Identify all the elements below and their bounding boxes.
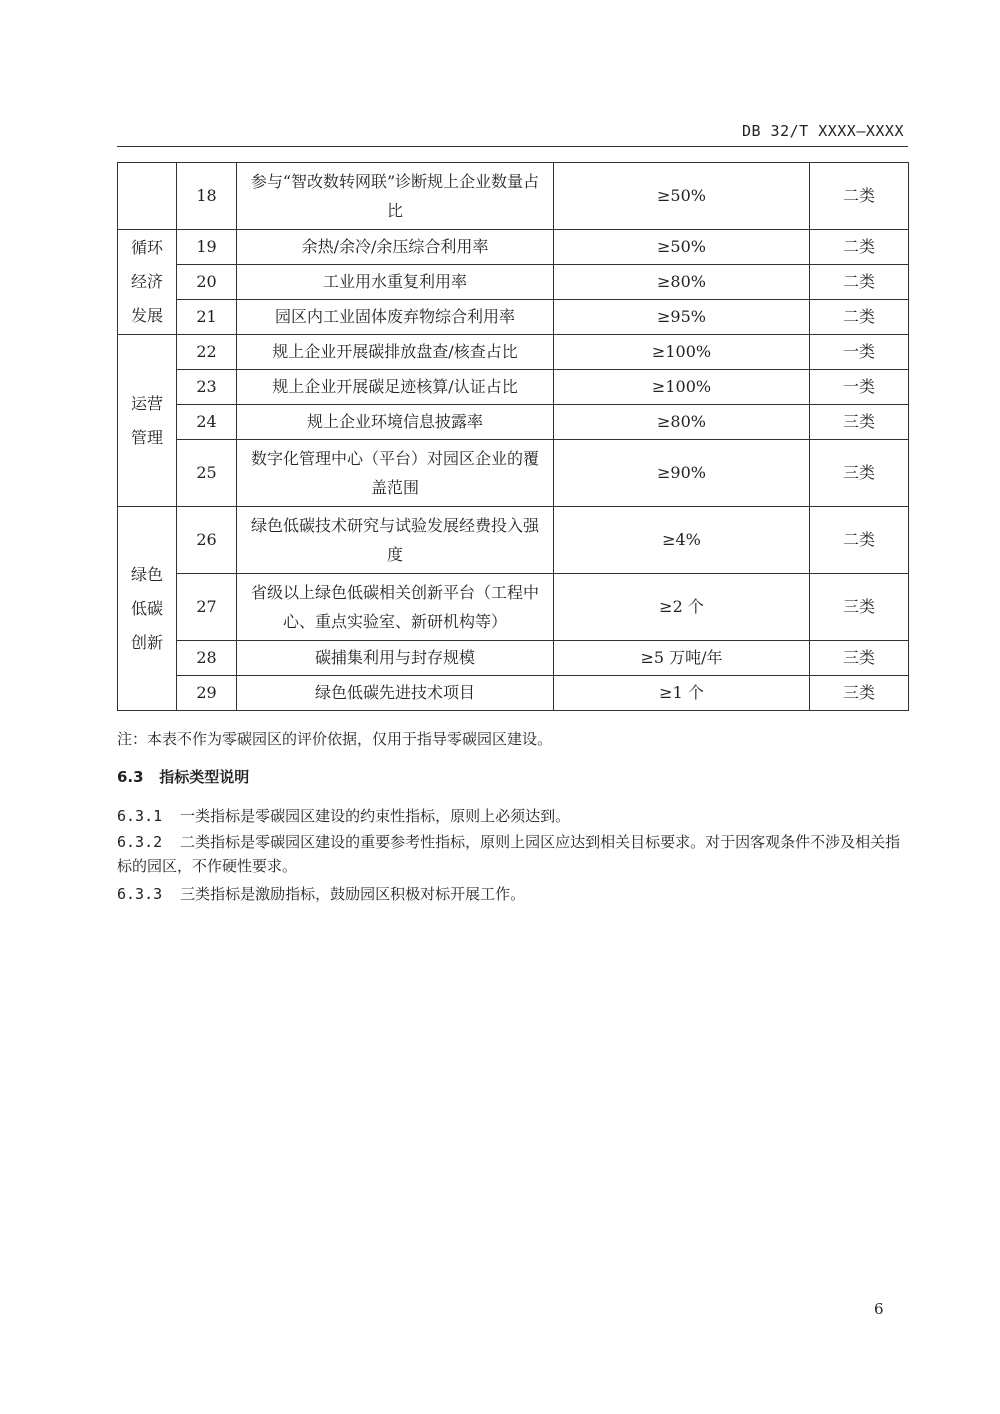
section-title: 指标类型说明 [159, 768, 250, 786]
category-line: 运营 [130, 393, 163, 413]
target-value: ≥100% [554, 335, 810, 370]
indicator-type: 三类 [810, 405, 909, 440]
clause-text: 二类指标是零碳园区建设的重要参考性指标，原则上园区应达到相关目标要求。对于因客观条件不涉及相关指标的园区，不作硬性要求。 [117, 833, 901, 875]
section-heading [117, 766, 249, 787]
row-number: 29 [177, 676, 237, 711]
row-number: 27 [177, 574, 237, 641]
table-note: 注：本表不作为零碳园区的评价依据，仅用于指导零碳园区建设。 [117, 730, 553, 748]
target-value: ≥80% [554, 265, 810, 300]
row-number: 26 [177, 507, 237, 574]
category-line: 经济 [130, 272, 163, 291]
table-row [118, 265, 909, 300]
target-value: ≥100% [554, 370, 810, 405]
indicator-type: 二类 [810, 230, 909, 265]
clause-number: 6.3.3 [117, 885, 163, 903]
indicator-name: 工业用水重复利用率 [237, 265, 554, 300]
indicator-name: 规上企业开展碳足迹核算/认证占比 [237, 370, 554, 405]
row-number: 28 [177, 641, 237, 676]
clause-text: 一类指标是零碳园区建设的约束性指标，原则上必须达到。 [180, 807, 571, 825]
indicator-name: 数字化管理中心（平台）对园区企业的覆盖范围 [237, 440, 554, 507]
table-row [118, 370, 909, 405]
indicator-name: 规上企业环境信息披露率 [237, 405, 554, 440]
table-row [118, 676, 909, 711]
category-line: 绿色 [130, 564, 163, 584]
table-row [118, 641, 909, 676]
table-row [118, 507, 909, 574]
indicator-name: 绿色低碳先进技术项目 [237, 676, 554, 711]
table-row [118, 574, 909, 641]
target-value: ≥95% [554, 300, 810, 335]
target-value: ≥50% [554, 230, 810, 265]
category-line: 低碳 [130, 598, 163, 618]
row-number: 21 [177, 300, 237, 335]
table-row [118, 405, 909, 440]
row-number: 24 [177, 405, 237, 440]
indicator-type: 二类 [810, 265, 909, 300]
clause-6-3-1 [117, 804, 912, 828]
indicator-table [117, 162, 909, 711]
category-green-innovation [118, 507, 177, 711]
indicator-name: 参与“智改数转网联”诊断规上企业数量占比 [237, 163, 554, 230]
indicator-type: 三类 [810, 574, 909, 641]
indicator-type: 二类 [810, 507, 909, 574]
indicator-name: 园区内工业固体废弃物综合利用率 [237, 300, 554, 335]
indicator-type: 三类 [810, 440, 909, 507]
indicator-type: 二类 [810, 300, 909, 335]
clause-number: 6.3.1 [117, 807, 163, 825]
indicator-name: 绿色低碳技术研究与试验发展经费投入强度 [237, 507, 554, 574]
indicator-type: 二类 [810, 163, 909, 230]
row-number: 19 [177, 230, 237, 265]
category-line: 管理 [130, 427, 163, 447]
table-row [118, 163, 909, 230]
indicator-name: 碳捕集利用与封存规模 [237, 641, 554, 676]
indicator-type: 三类 [810, 641, 909, 676]
row-number: 25 [177, 440, 237, 507]
table-row [118, 230, 909, 265]
clause-number: 6.3.2 [117, 833, 163, 851]
target-value: ≥80% [554, 405, 810, 440]
category-circular-economy [118, 230, 177, 335]
target-value: ≥2 个 [554, 574, 810, 641]
document-code: DB 32/T XXXX—XXXX [741, 122, 904, 140]
section-number: 6.3 [117, 768, 144, 786]
indicator-name: 省级以上绿色低碳相关创新平台（工程中心、重点实验室、新研机构等） [237, 574, 554, 641]
table-row [118, 335, 909, 370]
header-rule [117, 146, 908, 147]
target-value: ≥50% [554, 163, 810, 230]
clause-6-3-2 [117, 830, 912, 878]
clause-6-3-3 [117, 882, 912, 906]
clause-text: 三类指标是激励指标，鼓励园区积极对标开展工作。 [180, 885, 526, 903]
row-number: 22 [177, 335, 237, 370]
indicator-name: 余热/余冷/余压综合利用率 [237, 230, 554, 265]
row-number: 23 [177, 370, 237, 405]
target-value: ≥90% [554, 440, 810, 507]
target-value: ≥4% [554, 507, 810, 574]
row-number: 18 [177, 163, 237, 230]
indicator-type: 一类 [810, 335, 909, 370]
target-value: ≥1 个 [554, 676, 810, 711]
category-cell-empty [118, 163, 177, 230]
indicator-type: 三类 [810, 676, 909, 711]
page-number: 6 [874, 1300, 884, 1318]
indicator-name: 规上企业开展碳排放盘查/核查占比 [237, 335, 554, 370]
category-line: 创新 [130, 632, 163, 652]
target-value: ≥5 万吨/年 [554, 641, 810, 676]
row-number: 20 [177, 265, 237, 300]
table-row [118, 440, 909, 507]
table-row [118, 300, 909, 335]
indicator-type: 一类 [810, 370, 909, 405]
category-line: 发展 [130, 306, 163, 325]
category-line: 循环 [130, 238, 163, 257]
category-operation-management [118, 335, 177, 507]
